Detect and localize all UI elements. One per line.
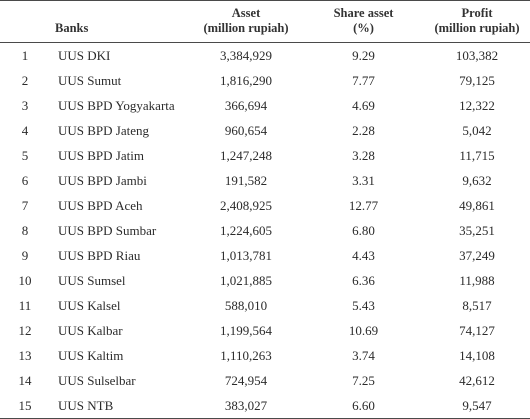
- header-share-line2: (%): [353, 21, 374, 35]
- header-asset-line1: Asset: [231, 6, 261, 20]
- share-value: 6.36: [352, 273, 375, 288]
- asset-value: 724,954: [224, 373, 268, 388]
- table-row: [0, 93, 530, 118]
- table-row: [0, 193, 530, 218]
- share-value: 2.28: [352, 123, 375, 138]
- header-banks-label: Banks: [55, 21, 89, 35]
- table-row: [0, 118, 530, 143]
- bank-name: UUS NTB: [58, 398, 114, 413]
- row-number: 15: [18, 398, 32, 413]
- bank-name: UUS Sumsel: [58, 273, 126, 288]
- profit-value: 35,251: [459, 223, 495, 238]
- profit-value: 11,715: [459, 148, 495, 163]
- bank-name: UUS Sumut: [58, 73, 122, 88]
- asset-value: 383,027: [224, 398, 268, 413]
- table-row: [0, 68, 530, 93]
- asset-value: 1,224,605: [220, 223, 272, 238]
- share-value: 9.29: [352, 48, 375, 63]
- profit-value: 9,547: [462, 398, 492, 413]
- share-value: 7.77: [352, 73, 375, 88]
- row-number: 9: [21, 248, 29, 263]
- share-value: 12.77: [348, 198, 379, 213]
- asset-value: 1,816,290: [220, 73, 272, 88]
- profit-value: 12,322: [459, 98, 495, 113]
- table-row: [0, 368, 530, 393]
- bank-name: UUS BPD Aceh: [58, 198, 143, 213]
- bank-name: UUS BPD Yogyakarta: [58, 98, 175, 113]
- share-value: 6.80: [352, 223, 375, 238]
- profit-value: 103,382: [455, 48, 499, 63]
- row-number: 3: [21, 98, 29, 113]
- header-profit-line1: Profit: [461, 6, 493, 20]
- table-row: [0, 293, 530, 318]
- row-number: 10: [18, 273, 32, 288]
- row-number: 12: [18, 323, 32, 338]
- profit-value: 37,249: [459, 248, 495, 263]
- row-number: 2: [21, 73, 29, 88]
- share-value: 3.74: [352, 348, 375, 363]
- asset-value: 960,654: [224, 123, 268, 138]
- profit-value: 49,861: [459, 198, 495, 213]
- profit-value: 9,632: [462, 173, 492, 188]
- share-value: 5.43: [352, 298, 375, 313]
- table-row: [0, 168, 530, 193]
- bank-name: UUS BPD Jambi: [58, 173, 147, 188]
- bank-name: UUS Kaltim: [58, 348, 124, 363]
- asset-value: 1,199,564: [220, 323, 272, 338]
- bank-name: UUS Kalbar: [58, 323, 123, 338]
- header-share: [321, 6, 406, 36]
- table-row: [0, 43, 530, 68]
- bank-name: UUS BPD Jateng: [58, 123, 150, 138]
- asset-value: 366,694: [224, 98, 268, 113]
- bank-name: UUS BPD Riau: [58, 248, 141, 263]
- row-number: 1: [21, 48, 29, 63]
- profit-value: 11,988: [459, 273, 495, 288]
- header-profit-line2: (million rupiah): [434, 21, 520, 35]
- bank-name: UUS BPD Jatim: [58, 148, 144, 163]
- header-banks: [55, 21, 88, 36]
- bank-name: UUS BPD Sumbar: [58, 223, 157, 238]
- bank-name: UUS Sulselbar: [58, 373, 136, 388]
- asset-value: 1,013,781: [220, 248, 272, 263]
- row-number: 8: [21, 223, 29, 238]
- bank-name: UUS Kalsel: [58, 298, 121, 313]
- row-number: 4: [21, 123, 29, 138]
- share-value: 10.69: [348, 323, 379, 338]
- table-row: [0, 143, 530, 168]
- bank-name: UUS DKI: [58, 48, 111, 63]
- table-row: [0, 218, 530, 243]
- profit-value: 42,612: [459, 373, 495, 388]
- table-row: [0, 243, 530, 268]
- table-row: [0, 393, 530, 418]
- asset-value: 3,384,929: [220, 48, 272, 63]
- asset-value: 1,021,885: [220, 273, 272, 288]
- share-value: 4.69: [352, 98, 375, 113]
- profit-value: 8,517: [462, 298, 492, 313]
- profit-value: 14,108: [459, 348, 495, 363]
- header-profit: [424, 6, 530, 36]
- row-number: 7: [21, 198, 29, 213]
- table-body: [0, 43, 530, 418]
- share-value: 3.31: [352, 173, 375, 188]
- row-number: 14: [18, 373, 32, 388]
- table-row: [0, 268, 530, 293]
- row-number: 5: [21, 148, 29, 163]
- header-asset-line2: (million rupiah): [203, 21, 289, 35]
- asset-value: 2,408,925: [220, 198, 272, 213]
- asset-value: 1,247,248: [220, 148, 272, 163]
- asset-value: 191,582: [224, 173, 268, 188]
- table-row: [0, 318, 530, 343]
- header-share-line1: Share asset: [333, 6, 394, 20]
- row-number: 11: [18, 298, 32, 313]
- asset-value: 1,110,263: [220, 348, 272, 363]
- row-number: 6: [21, 173, 29, 188]
- row-number: 13: [18, 348, 32, 363]
- profit-value: 74,127: [459, 323, 495, 338]
- table-header: [0, 0, 530, 42]
- table-row: [0, 343, 530, 368]
- asset-value: 588,010: [224, 298, 268, 313]
- profit-value: 5,042: [462, 123, 492, 138]
- share-value: 7.25: [352, 373, 375, 388]
- header-asset: [190, 6, 302, 36]
- share-value: 4.43: [352, 248, 375, 263]
- share-value: 6.60: [352, 398, 375, 413]
- share-value: 3.28: [352, 148, 375, 163]
- profit-value: 79,125: [459, 73, 495, 88]
